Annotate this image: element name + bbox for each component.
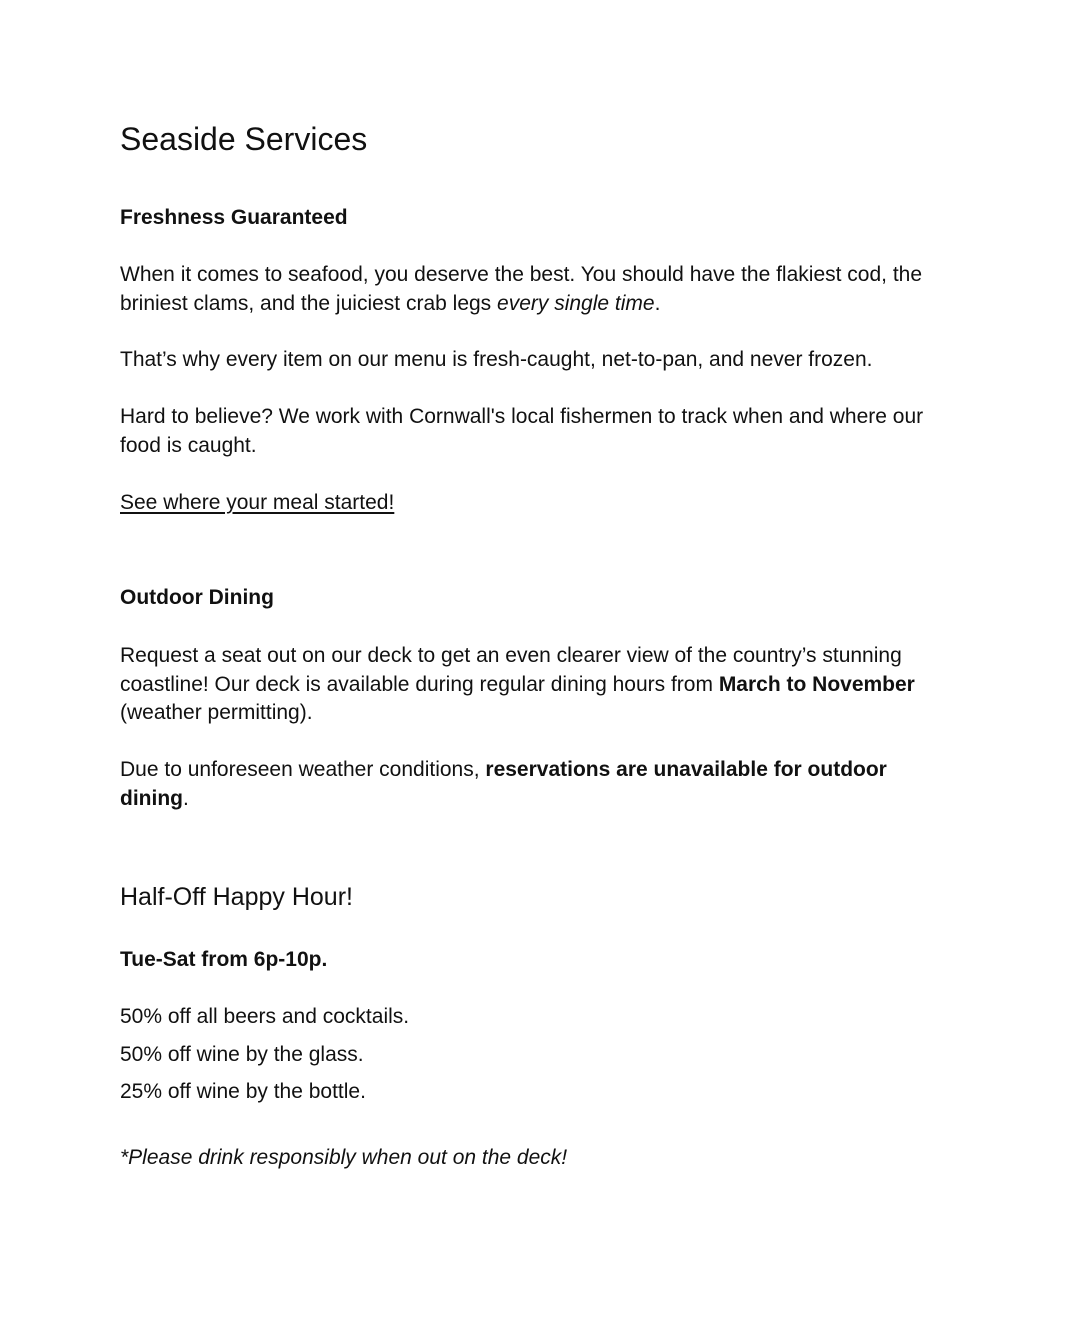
happy-hour-heading: Half-Off Happy Hour! bbox=[120, 883, 353, 911]
outdoor-reservation-notice: reservations are unavailable for outdoor bbox=[485, 758, 887, 781]
deal-item: 50% off wine by the glass. bbox=[120, 1043, 364, 1066]
outdoor-p1-line3: (weather permitting). bbox=[120, 701, 313, 724]
outdoor-p1-line2-start: coastline! Our deck is available during regular dining hours from bbox=[120, 672, 719, 696]
happy-hour-schedule: Tue-Sat from 6p-10p. bbox=[120, 948, 328, 971]
freshness-paragraph-1 bbox=[120, 261, 960, 318]
freshness-link-paragraph bbox=[120, 489, 960, 518]
freshness-p3-line1: Hard to believe? We work with Cornwall's local fishermen to track when and where our bbox=[120, 405, 924, 428]
freshness-paragraph-2 bbox=[120, 346, 960, 375]
outdoor-p1-line2 bbox=[120, 671, 960, 700]
freshness-emphasis: every single time bbox=[497, 291, 655, 315]
outdoor-heading: Outdoor Dining bbox=[120, 586, 274, 609]
outdoor-p2-line2 bbox=[120, 785, 960, 814]
outdoor-p2-line2-end: . bbox=[182, 786, 189, 810]
outdoor-reservation-notice-end: dining bbox=[120, 786, 183, 810]
outdoor-p2-line1-start: Due to unforeseen weather conditions, bbox=[120, 758, 486, 781]
deal-item: 50% off all beers and cocktails. bbox=[120, 1005, 410, 1028]
freshness-p1-line2-end: . bbox=[654, 291, 661, 315]
meal-origin-link[interactable]: See where your meal started! bbox=[120, 491, 395, 514]
deal-item: 25% off wine by the bottle. bbox=[120, 1080, 366, 1103]
outdoor-paragraph-2 bbox=[120, 756, 960, 813]
freshness-p3-line2: food is caught. bbox=[120, 433, 257, 457]
outdoor-p1-line1: Request a seat out on our deck to get an even clearer view of the country’s stunning bbox=[120, 644, 902, 667]
happy-hour-note-text: *Please drink responsibly when out on the deck! bbox=[120, 1146, 568, 1169]
happy-hour-note bbox=[120, 1144, 567, 1172]
freshness-paragraph-3 bbox=[120, 403, 960, 460]
page-title: Seaside Services bbox=[120, 121, 368, 157]
outdoor-season: March to November bbox=[718, 672, 915, 696]
freshness-p1-line2-start: briniest clams, and the juiciest crab legs bbox=[120, 291, 498, 315]
freshness-p1-line2 bbox=[120, 290, 960, 319]
outdoor-p2-line1 bbox=[120, 756, 960, 785]
freshness-heading: Freshness Guaranteed bbox=[120, 206, 348, 229]
freshness-p2-text: That’s why every item on our menu is fresh-caught, net-to-pan, and never frozen. bbox=[120, 348, 873, 371]
outdoor-paragraph-1 bbox=[120, 642, 960, 728]
freshness-p1-line1: When it comes to seafood, you deserve the best. You should have the flakiest cod, the bbox=[120, 263, 923, 286]
